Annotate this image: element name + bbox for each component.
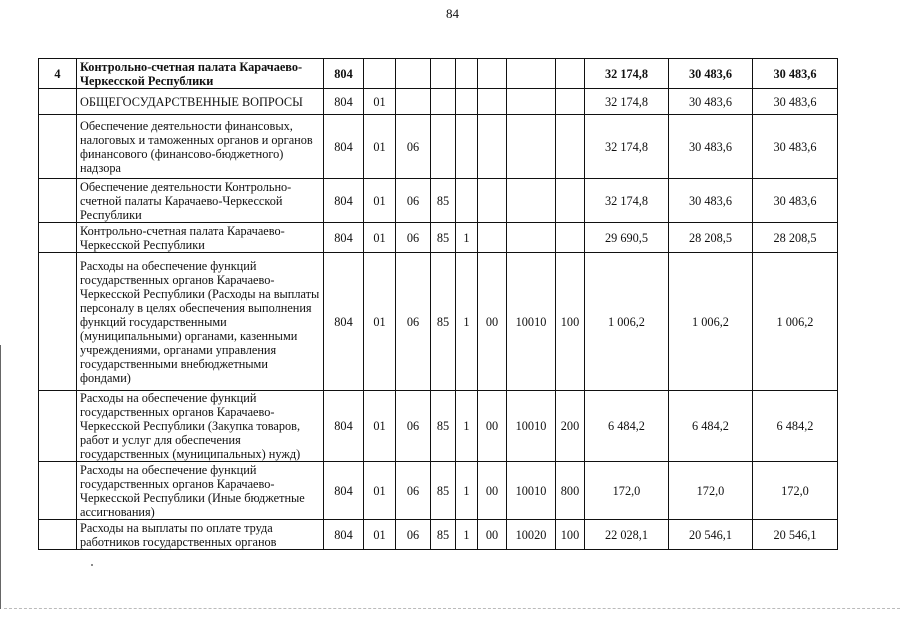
table-row — [39, 115, 838, 179]
section-code-cell: 01 — [364, 89, 396, 115]
direction-code-cell — [507, 223, 556, 253]
program-code-cell: 85 — [431, 179, 456, 223]
ved-code-cell: 804 — [324, 89, 364, 115]
amount-year3-cell: 6 484,2 — [753, 391, 838, 462]
ved-code-cell: 804 — [324, 462, 364, 520]
expense-type-code-cell — [556, 115, 585, 179]
expense-type-code-cell: 800 — [556, 462, 585, 520]
amount-year1-cell: 32 174,8 — [585, 115, 669, 179]
amount-year1-cell: 1 006,2 — [585, 253, 669, 391]
direction-code-cell: 10020 — [507, 520, 556, 550]
row-number-cell — [39, 391, 77, 462]
direction-code-cell — [507, 179, 556, 223]
page-number: 84 — [446, 6, 459, 21]
amount-year1-cell: 32 174,8 — [585, 59, 669, 89]
program-code-cell: 85 — [431, 253, 456, 391]
amount-year2-cell: 6 484,2 — [669, 391, 753, 462]
row-number-cell — [39, 520, 77, 550]
amount-year2-cell: 30 483,6 — [669, 59, 753, 89]
table-row — [39, 253, 838, 391]
amount-year3-cell: 30 483,6 — [753, 115, 838, 179]
program-code-cell — [431, 89, 456, 115]
amount-year1-cell: 22 028,1 — [585, 520, 669, 550]
subprogram-code-cell: 1 — [456, 253, 478, 391]
amount-year3-cell: 20 546,1 — [753, 520, 838, 550]
table-row — [39, 520, 838, 550]
amount-year2-cell: 172,0 — [669, 462, 753, 520]
event-code-cell — [478, 89, 507, 115]
amount-year1-cell: 32 174,8 — [585, 179, 669, 223]
event-code-cell — [478, 179, 507, 223]
event-code-cell: 00 — [478, 462, 507, 520]
amount-year2-cell: 30 483,6 — [669, 179, 753, 223]
section-code-cell: 01 — [364, 115, 396, 179]
expense-type-code-cell — [556, 59, 585, 89]
ved-code-cell: 804 — [324, 59, 364, 89]
direction-code-cell — [507, 115, 556, 179]
row-number-cell — [39, 223, 77, 253]
subsection-code-cell: 06 — [396, 179, 431, 223]
subprogram-code-cell — [456, 89, 478, 115]
item-name-cell: Расходы на обеспечение функций государственных органов Карачаево-Черкесской Республики (Закупка товаров, работ и услуг для обеспечения государственных (муниципальных) нужд) — [77, 391, 324, 462]
row-number-cell — [39, 462, 77, 520]
program-code-cell — [431, 59, 456, 89]
subprogram-code-cell: 1 — [456, 462, 478, 520]
row-number-cell — [39, 115, 77, 179]
subsection-code-cell: 06 — [396, 391, 431, 462]
table-row — [39, 462, 838, 520]
expense-type-code-cell: 100 — [556, 520, 585, 550]
program-code-cell: 85 — [431, 223, 456, 253]
amount-year1-cell: 172,0 — [585, 462, 669, 520]
direction-code-cell: 10010 — [507, 391, 556, 462]
subsection-code-cell: 06 — [396, 462, 431, 520]
amount-year2-cell: 1 006,2 — [669, 253, 753, 391]
scan-speck — [91, 564, 93, 566]
expense-type-code-cell: 100 — [556, 253, 585, 391]
item-name-cell: Расходы на обеспечение функций государственных органов Карачаево-Черкесской Республики (Иные бюджетные ассигнования) — [77, 462, 324, 520]
table-row — [39, 391, 838, 462]
item-name-cell: Обеспечение деятельности Контрольно-счетной палаты Карачаево-Черкесской Республики — [77, 179, 324, 223]
row-number-cell — [39, 89, 77, 115]
direction-code-cell: 10010 — [507, 462, 556, 520]
amount-year3-cell: 30 483,6 — [753, 179, 838, 223]
scan-left-edge — [0, 345, 1, 609]
scan-bottom-line — [4, 608, 900, 609]
direction-code-cell: 10010 — [507, 253, 556, 391]
subsection-code-cell: 06 — [396, 520, 431, 550]
event-code-cell: 00 — [478, 253, 507, 391]
item-name-cell: Обеспечение деятельности финансовых, налоговых и таможенных органов и органов финансового (финансово-бюджетного) надзора — [77, 115, 324, 179]
section-code-cell: 01 — [364, 520, 396, 550]
table-row — [39, 89, 838, 115]
amount-year1-cell: 32 174,8 — [585, 89, 669, 115]
subprogram-code-cell: 1 — [456, 391, 478, 462]
section-code-cell: 01 — [364, 223, 396, 253]
direction-code-cell — [507, 89, 556, 115]
amount-year2-cell: 20 546,1 — [669, 520, 753, 550]
ved-code-cell: 804 — [324, 179, 364, 223]
event-code-cell: 00 — [478, 520, 507, 550]
event-code-cell — [478, 59, 507, 89]
section-code-cell: 01 — [364, 462, 396, 520]
program-code-cell: 85 — [431, 462, 456, 520]
amount-year3-cell: 30 483,6 — [753, 89, 838, 115]
amount-year3-cell: 30 483,6 — [753, 59, 838, 89]
section-code-cell: 01 — [364, 391, 396, 462]
ved-code-cell: 804 — [324, 115, 364, 179]
row-number-cell — [39, 253, 77, 391]
item-name-cell: Расходы на обеспечение функций государственных органов Карачаево-Черкесской Республики (Расходы на выплаты персоналу в целях обеспечения выполнения функций государственными (муниципальными) органами, казенными учреждениями, органами управления государственными внебюджетными фондами) — [77, 253, 324, 391]
amount-year3-cell: 172,0 — [753, 462, 838, 520]
amount-year2-cell: 30 483,6 — [669, 89, 753, 115]
budget-table — [38, 58, 838, 550]
ved-code-cell: 804 — [324, 520, 364, 550]
amount-year3-cell: 28 208,5 — [753, 223, 838, 253]
ved-code-cell: 804 — [324, 391, 364, 462]
subprogram-code-cell — [456, 115, 478, 179]
direction-code-cell — [507, 59, 556, 89]
ved-code-cell: 804 — [324, 253, 364, 391]
subprogram-code-cell — [456, 179, 478, 223]
row-number-cell — [39, 179, 77, 223]
amount-year1-cell: 29 690,5 — [585, 223, 669, 253]
section-code-cell: 01 — [364, 179, 396, 223]
subprogram-code-cell: 1 — [456, 520, 478, 550]
event-code-cell — [478, 223, 507, 253]
subsection-code-cell: 06 — [396, 253, 431, 391]
table-body — [39, 59, 838, 550]
subsection-code-cell: 06 — [396, 115, 431, 179]
program-code-cell: 85 — [431, 391, 456, 462]
item-name-cell: ОБЩЕГОСУДАРСТВЕННЫЕ ВОПРОСЫ — [77, 89, 324, 115]
subsection-code-cell — [396, 59, 431, 89]
section-code-cell — [364, 59, 396, 89]
table-row — [39, 223, 838, 253]
subprogram-code-cell — [456, 59, 478, 89]
program-code-cell: 85 — [431, 520, 456, 550]
item-name-cell: Расходы на выплаты по оплате труда работников государственных органов — [77, 520, 324, 550]
table-row — [39, 179, 838, 223]
event-code-cell: 00 — [478, 391, 507, 462]
subprogram-code-cell: 1 — [456, 223, 478, 253]
amount-year3-cell: 1 006,2 — [753, 253, 838, 391]
expense-type-code-cell — [556, 223, 585, 253]
ved-code-cell: 804 — [324, 223, 364, 253]
subsection-code-cell: 06 — [396, 223, 431, 253]
event-code-cell — [478, 115, 507, 179]
program-code-cell — [431, 115, 456, 179]
table-row — [39, 59, 838, 89]
amount-year1-cell: 6 484,2 — [585, 391, 669, 462]
amount-year2-cell: 28 208,5 — [669, 223, 753, 253]
expense-type-code-cell — [556, 179, 585, 223]
item-name-cell: Контрольно-счетная палата Карачаево-Черкесской Республики — [77, 59, 324, 89]
subsection-code-cell — [396, 89, 431, 115]
section-code-cell: 01 — [364, 253, 396, 391]
item-name-cell: Контрольно-счетная палата Карачаево-Черкесской Республики — [77, 223, 324, 253]
row-number-cell: 4 — [39, 59, 77, 89]
amount-year2-cell: 30 483,6 — [669, 115, 753, 179]
expense-type-code-cell — [556, 89, 585, 115]
expense-type-code-cell: 200 — [556, 391, 585, 462]
